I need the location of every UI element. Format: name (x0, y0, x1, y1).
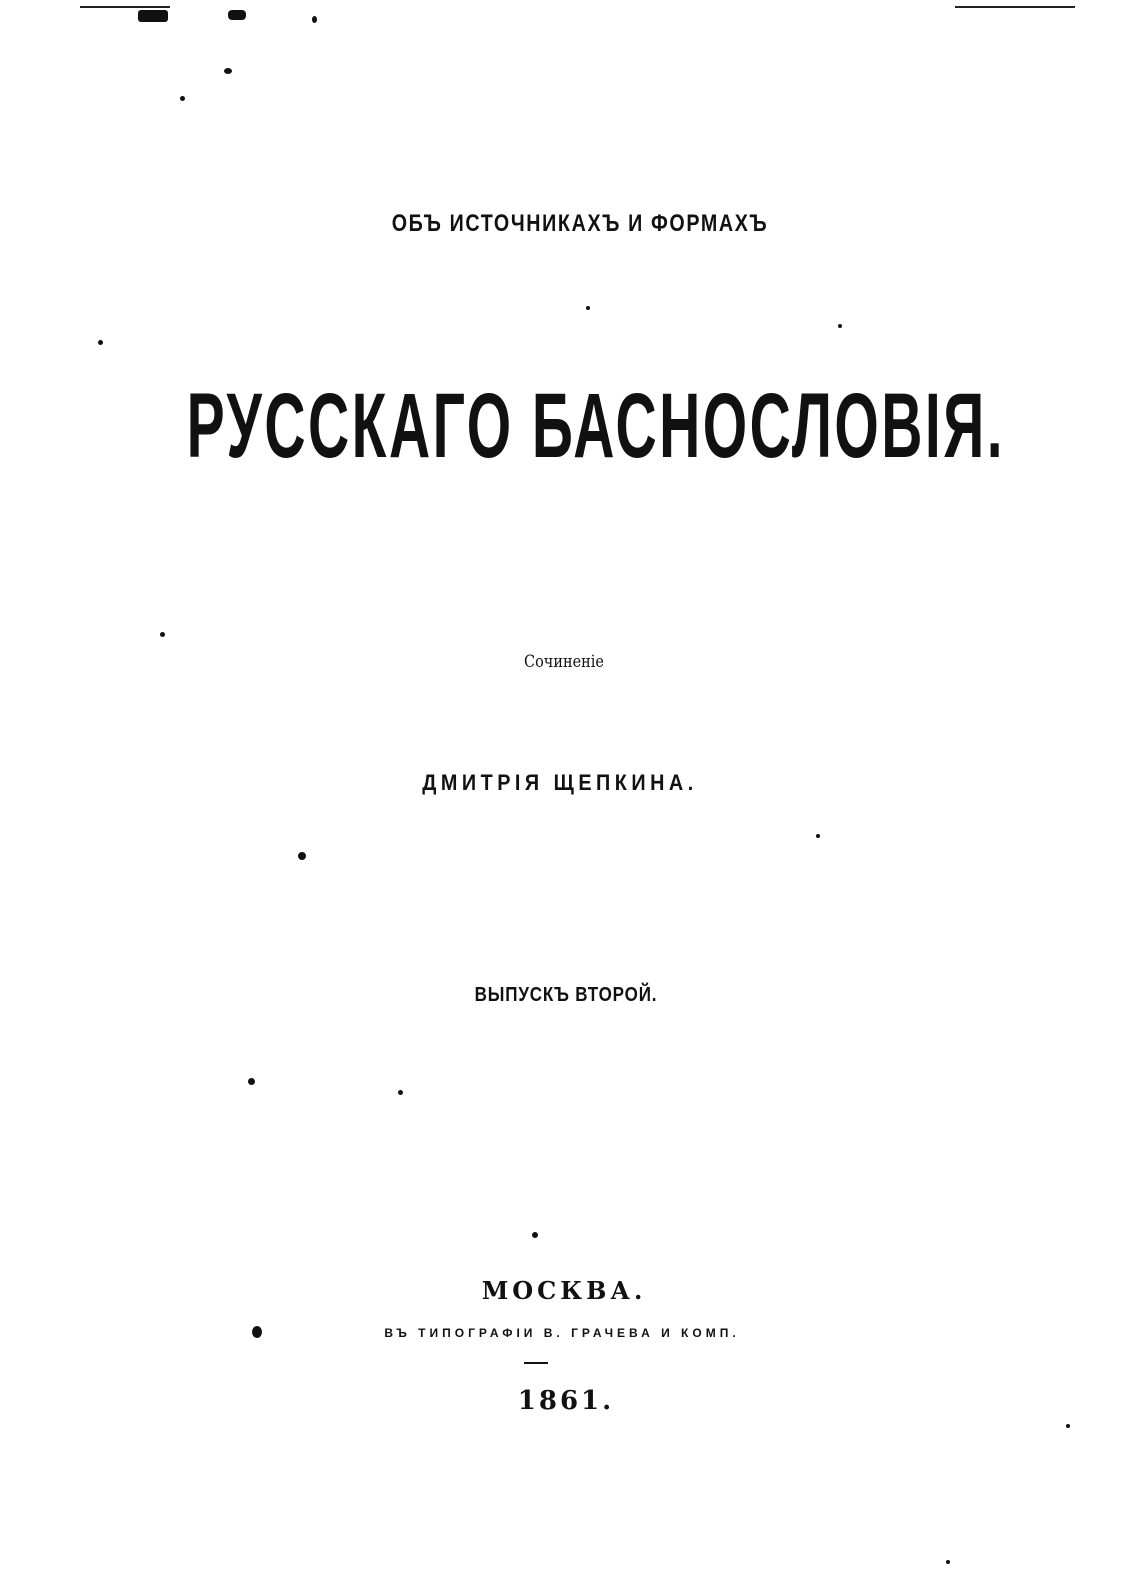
printer-imprint: ВЪ ТИПОГРАФІИ В. ГРАЧЕВА И КОМП. (384, 1326, 740, 1340)
imprint-rule (524, 1362, 548, 1364)
scan-edge-line-right (955, 6, 1075, 8)
publication-city: МОСКВА. (481, 1276, 647, 1305)
main-title: РУССКАГО БАСНОСЛОВІЯ. (186, 375, 1006, 477)
ink-speck (532, 1232, 538, 1238)
ink-speck (838, 324, 842, 328)
scan-edge-line-left (80, 6, 170, 8)
ink-speck (816, 834, 820, 838)
ink-blot (138, 10, 168, 22)
ink-speck (398, 1090, 403, 1095)
work-label: Сочиненіе (524, 652, 604, 672)
ink-speck (180, 96, 185, 101)
ink-speck (248, 1078, 255, 1085)
ink-speck (298, 852, 306, 860)
ink-speck (160, 632, 165, 637)
ink-blot (228, 10, 246, 20)
ink-speck (946, 1560, 950, 1564)
ink-speck (1066, 1424, 1070, 1428)
ink-speck (586, 306, 590, 310)
ink-speck (98, 340, 103, 345)
ink-blot (312, 16, 317, 23)
ink-speck (224, 68, 232, 74)
author-name: ДМИТРІЯ ЩЕПКИНА. (422, 770, 698, 795)
subtitle-top: ОБЪ ИСТОЧНИКАХЪ И ФОРМАХЪ (391, 210, 769, 237)
publication-year: 1861. (517, 1386, 615, 1416)
issue-label: ВЫПУСКЪ ВТОРОЙ. (474, 984, 658, 1006)
